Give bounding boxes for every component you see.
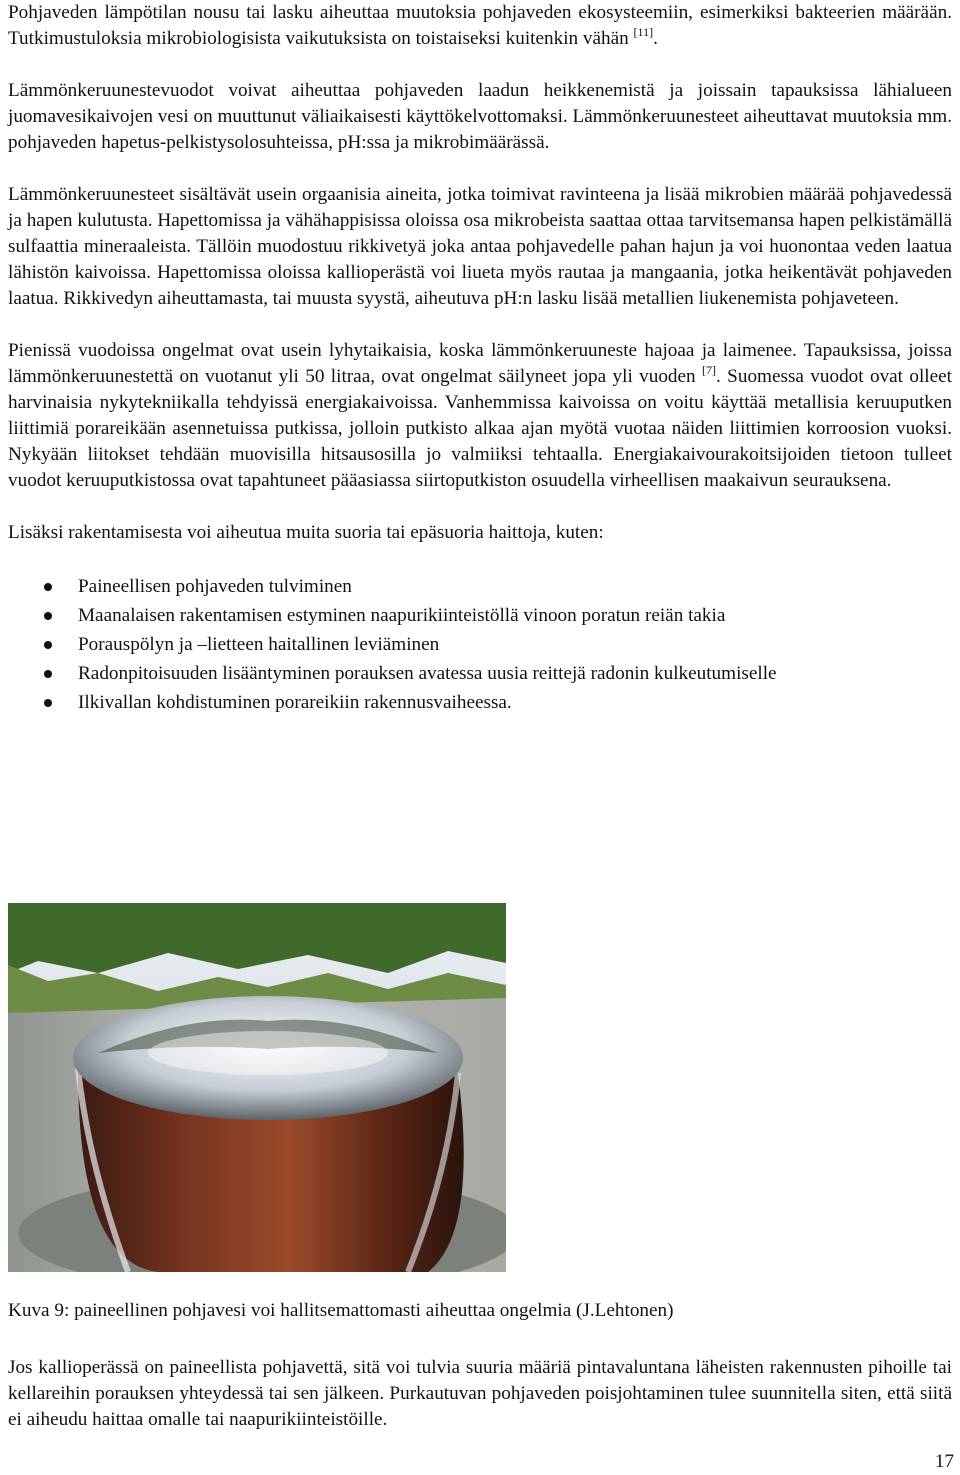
bullet-icon: [44, 612, 52, 620]
harm-list: [8, 572, 952, 717]
list-item: Radonpitoisuuden lisääntyminen porauksen avatessa uusia reittejä radonin kulkeutumiselle: [8, 659, 952, 688]
bullet-icon: [44, 699, 52, 707]
paragraph-small-leaks: Pienissä vuodoissa ongelmat ovat usein lyhytaikaisia, koska lämmönkeruuneste hajoaa ja laimenee. Tapauksissa, joissa lämmönkeruunestettä on vuotanut yli 50 litraa, ovat ongelmat säilyneet jopa yli vuoden [7]. Suomessa vuodot ovat olleet harvinaisia nykytekniikalla tehdyissä energiakaivoissa. Vanhemmissa kaivoissa on voitu käyttää metallisia keruuputken liittimiä porareikään asennetuissa putkissa, jolloin putkisto alkaa ajan myötä vuotaa näiden liittimien korroosion vuoksi. Nykyään liitokset tehdään muovisilla hitsausosilla jo valmiiksi tehtaalla. Energiakaivourakoitsijoiden tietoon tulleet vuodot keruuputkistossa ovat tapahtuneet pääasiassa siirtoputkiston osuudella virheellisen maakaivun seurauksena.: [8, 340, 952, 491]
list-intro: Lisäksi rakentamisesta voi aiheutua muita suoria tai epäsuoria haittoja, kuten:: [8, 522, 604, 543]
bullet-icon: [44, 670, 52, 678]
paragraph-groundwater-temperature: Pohjaveden lämpötilan nousu tai lasku aiheuttaa muutoksia pohjaveden ekosysteemiin, esimerkiksi bakteerien määrään. Tutkimustuloksia mikrobiologisista vaikutuksista on toistaiseksi kuitenkin vähän [11].: [8, 2, 952, 49]
list-item: Maanalaisen rakentamisen estyminen naapurikiinteistöllä vinoon poratun reiän takia: [8, 601, 952, 630]
paragraph-pressurized-groundwater: Jos kallioperässä on paineellista pohjavettä, sitä voi tulvia suuria määriä pintavaluntana läheisten rakennusten pihoille tai kellareihin porauksen yhteydessä tai sen jälkeen. Purkautuvan pohjaveden poisjohtaminen tulee suunnitella siten, että siitä ei aiheudu haittaa omalle tai naapurikiinteistöille.: [8, 1357, 952, 1430]
list-item: Porauspölyn ja –lietteen haitallinen leviäminen: [8, 630, 952, 659]
reference-7: [7]: [702, 363, 717, 377]
paragraph-organic-substances: Lämmönkeruunesteet sisältävät usein orgaanisia aineita, jotka toimivat ravinteena ja lisää mikrobien määrää pohjavedessä ja hapen kulutusta. Hapettomissa ja vähähappisissa oloissa osa mikrobeista saattaa ottaa tarvitsemansa hapen pelkistämällä sulfaattia mineraaleista. Tällöin muodostuu rikkivetyä joka antaa pohjavedelle pahan hajun ja voi huonontaa veden laatua lähistön kaivoissa. Hapettomissa oloissa kallioperästä voi liueta myös rautaa ja mangaania, jotka heikentävät pohjaveden laatua. Rikkivedyn aiheuttamasta, tai muusta syystä, aiheutuva pH:n lasku lisää metallien liukenemista pohjaveteen.: [8, 184, 952, 309]
list-item: Paineellisen pohjaveden tulviminen: [8, 572, 952, 601]
overflowing-well-photo: [8, 903, 506, 1272]
page-number: 17: [934, 1451, 954, 1472]
list-item: Ilkivallan kohdistuminen porareikiin rakennusvaiheessa.: [8, 688, 952, 717]
bullet-icon: [44, 641, 52, 649]
paragraph-leaks: Lämmönkeruunestevuodot voivat aiheuttaa pohjaveden laadun heikkenemistä ja joissain tapauksissa lähialueen juomavesikaivojen vesi on muuttunut väliaikaisesti käyttökelvottomaksi. Lämmönkeruunesteet aiheuttavat muutoksia mm. pohjaveden hapetus-pelkistysolosuhteissa, pH:ssa ja mikrobimäärässä.: [8, 80, 952, 153]
document-page: [8, 0, 952, 1430]
reference-11: [11]: [633, 25, 654, 39]
figure-caption: Kuva 9: paineellinen pohjavesi voi hallitsemattomasti aiheuttaa ongelmia (J.Lehtonen): [8, 1300, 674, 1321]
bullet-icon: [44, 583, 52, 591]
